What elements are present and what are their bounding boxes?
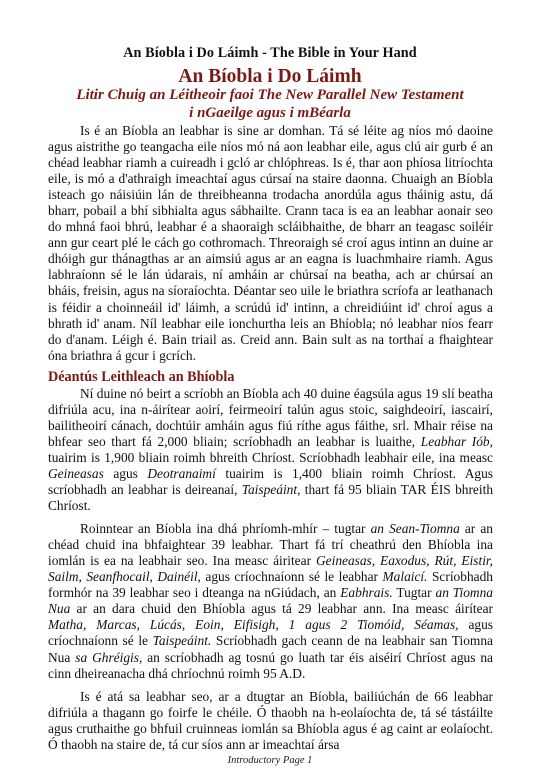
- paragraph-4: Is é atá sa leabhar seo, ar a dtugtar an Bíobla, bailiúchán de 66 leabhar difriúla a thagann go foirfe le chéile. Ó thaobh na h-eolaíochta de, tá sé tástáilte agus cruthaithe go bhfuil cruinneas iomlán sa Bhíobla agus é ag caint ar eolaíocht. Ó thaobh na staire de, tá cur síos ann ar imeachtaí ársa: [48, 688, 493, 752]
- paragraph-3: [48, 521, 493, 681]
- text-run: Scríobhadh gach ceann de na leabhair san Tiomna Nua: [48, 633, 493, 665]
- paragraph-1: Is é an Bíobla an leabhar is sine ar domhan. Tá sé léite ag níos mó daoine agus aistrithe go teangacha eile níos mó ná aon leabhar eile, agus clú air gurb é an chéad leabhar riamh a cuireadh i gcló ar chlóphreas. Is é, thar aon phíosa litríochta eile, is mó a d'athraigh imeachtaí agus cúrsaí na staire daonna. Chuaigh an Bíobla isteach go náisiúin lán de threibheanna trodacha anordúla agus tháinig astu, dá bharr, pobail a bhí sibhialta agus sábhailte. Crann taca is ea an leabhar aonair seo do mhná faoi bhrú, leabhar é a shaoraigh scláibhaithe, de bharr an teagasc soiléir ann gur ceart plé le cách go cothromach. Threoraigh sé croí agus intinn an duine ar dhóigh gur thánagthas ar an aimsiú agus ar an eagna is luachmhaire riamh. Agus labhraíonn sé le lán údarais, ní amháin ar chúrsaí na beatha, ach ar chúrsaí an bháis, freisin, agus na síoraíochta. Déantar seo uile le briathra scríofa ar leathanach is féidir a choinneáil id' láimh, a scrúdú id' intinn, a chreidiúint id' chroí agus a bhrath id' anam. Níl leabhar eile ionchurtha leis an Bhíobla; nó leabhar níos fearr do d'anam. Léigh é. Bain triail as. Creid ann. Bain sult as na torthaí a fhaightear óna briathra á gcur i gcrích.: [48, 123, 493, 363]
- text-run: agus críochnaíonn sé le: [48, 617, 493, 649]
- text-run: Scríobhadh formhór na 39 leabhar seo i dteanga na nGiúdach, an: [48, 569, 493, 601]
- section-heading: Déantús Leithleach an Bhíobla: [48, 368, 235, 385]
- italic-run: an Sean-Tiomna: [370, 521, 460, 537]
- italic-run: an Tiomna Nua: [48, 585, 493, 617]
- text-run: ar an chéad chuid ina bhfaightear 39 leabhar. Thart fá trí cheathrú den Bhíobla ina iomlán is ea na leabhair seo. Ina measc áiritear: [48, 521, 493, 569]
- text-run: , tuairim is 1,900 bliain roimh bhreith Chríost. Scríobhadh leabhair eile, ina measc: [48, 433, 493, 465]
- italic-run: Leabhar Iób: [420, 433, 490, 449]
- text-run: an scríobhadh ag tosnú go luath tar éis aiséirí Chríost agus na cinn dheireanacha dhá chríochnú roimh 95 A.D.: [48, 649, 493, 681]
- text-run: agus críochnaíonn sé le leabhar: [200, 569, 383, 585]
- italic-run: Taispeáint.: [152, 633, 212, 649]
- subtitle-line-1: Litir Chuig an Léitheoir faoi The New Parallel New Testament: [76, 87, 464, 103]
- italic-run: Deotranaimí: [147, 465, 216, 481]
- italic-run: Matha, Marcas, Lúcás, Eoin, Eifisigh, 1 agus 2 Tiomóid, Séamas,: [48, 617, 459, 633]
- text-run: , thart fá 95 bliain TAR ÉIS bhreith Chríost.: [48, 482, 494, 514]
- italic-run: Geineasas, Eaxodus, Rút, Eistir, Sailm, Seanfhocail, Dainéil,: [48, 553, 493, 585]
- text-run: Tugtar: [392, 585, 436, 601]
- italic-run: Geineasas: [48, 465, 104, 481]
- text-run: ar an dara chuid den Bhíobla agus tá 29 leabhar ann. Ina measc áirítear: [70, 601, 493, 617]
- italic-run: sa Ghréigis,: [75, 649, 143, 665]
- page-footer: Introductory Page 1: [227, 755, 313, 766]
- subtitle-line-2: i nGaeilge agus i mBéarla: [189, 104, 351, 121]
- page-subtitle: [0, 87, 540, 122]
- document-body: [48, 123, 493, 753]
- text-run: Roinntear an Bíobla ina dhá phríomh-mhír – tugtar: [80, 521, 371, 537]
- paragraph-2: [48, 386, 493, 514]
- text-run: tuairim is 1,400 bliain roimh Chríost. Agus scríobhadh an leabhar is deireanaí,: [48, 465, 493, 498]
- text-run: Ní duine nó beirt a scríobh an Bíobla ach 40 duine éagsúla agus 19 slí beatha difriúla acu, ina n-áirítear aoirí, feirmeoirí talún agus stoic, saighdeoirí, iascairí, bailitheoirí cánach, dochtúir amháin agus fiú ríthe agus fáithe, srl. Mhair réise na bhfear seo thart fá 2,000 bliain; scríobhadh an leabhar is luaithe,: [48, 385, 493, 449]
- italic-run: Taispeáint: [241, 482, 298, 498]
- text-run: agus: [103, 465, 148, 481]
- italic-run: Eabhrais.: [340, 585, 393, 601]
- running-head: An Bíobla i Do Láimh - The Bible in Your Hand: [123, 45, 417, 61]
- page-title: An Bíobla i Do Láimh: [178, 66, 362, 87]
- italic-run: Malaicí.: [382, 569, 428, 585]
